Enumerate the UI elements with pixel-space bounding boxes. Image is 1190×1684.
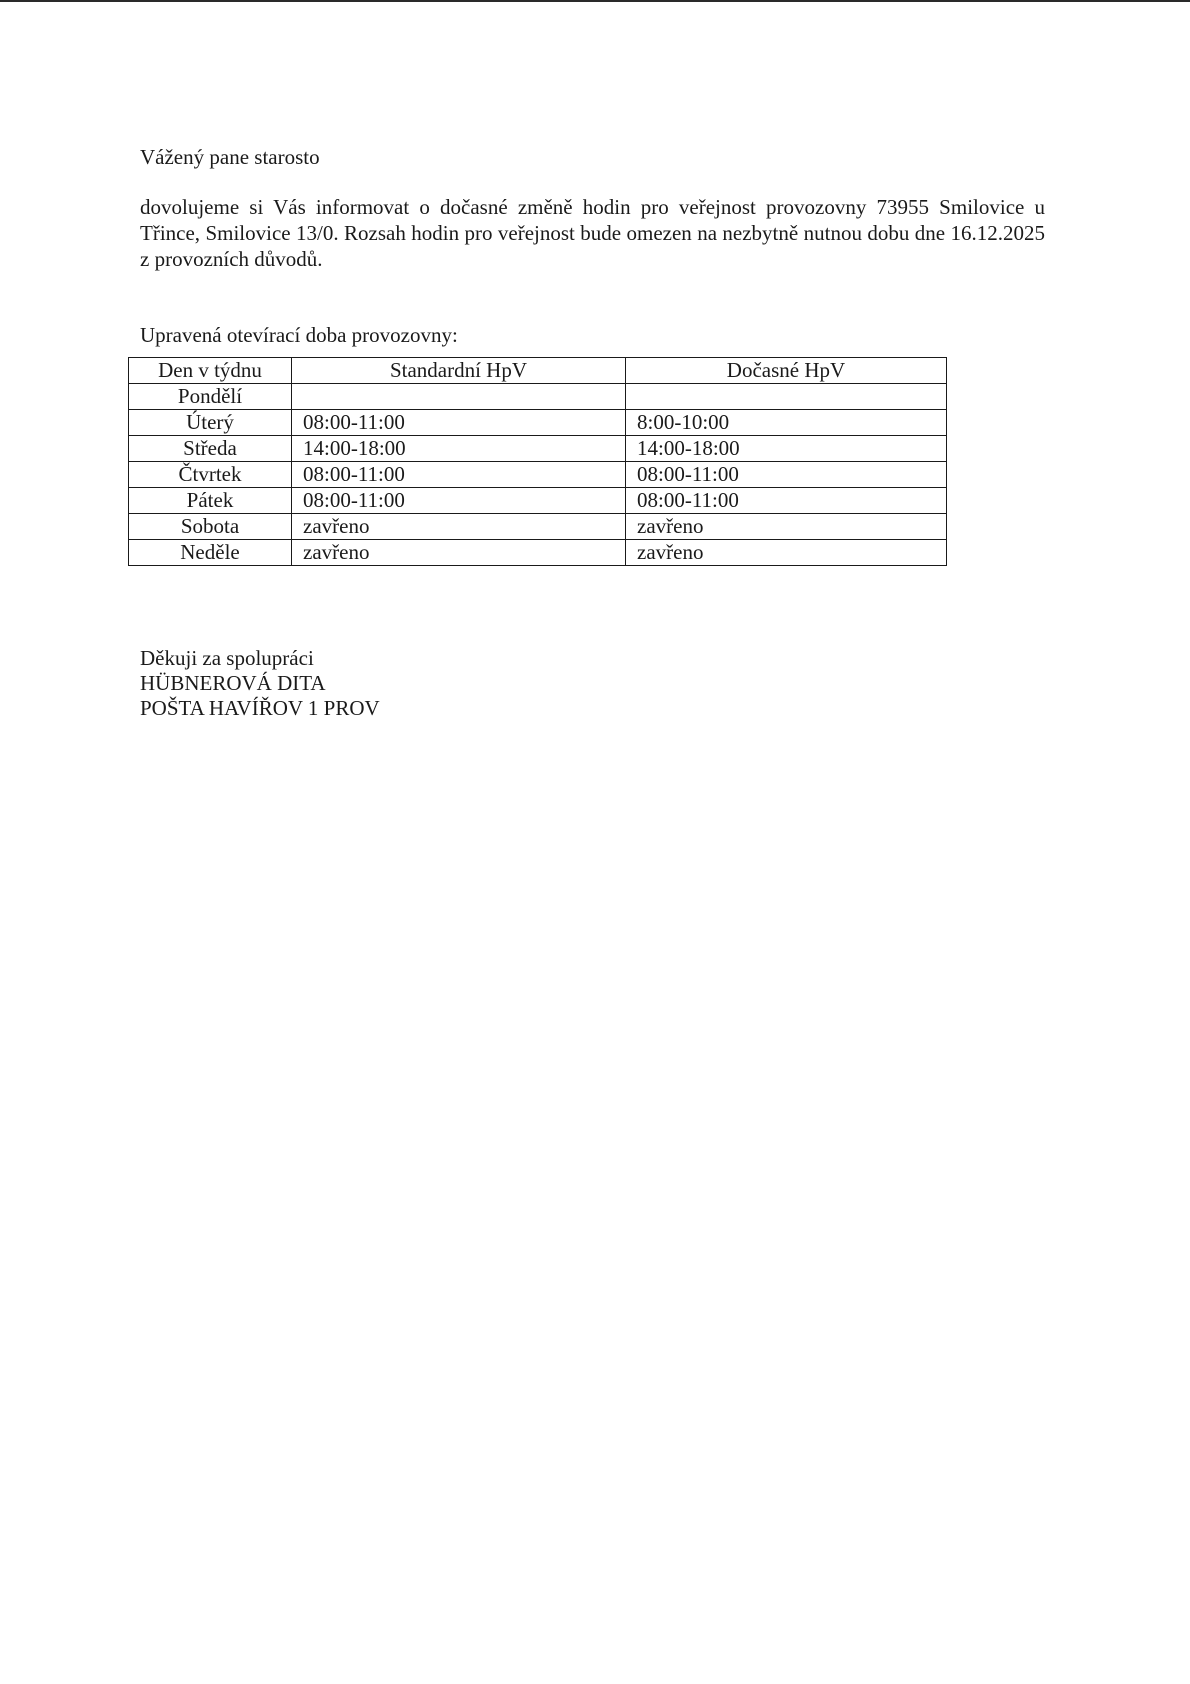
standard-hours-cell: zavřeno — [292, 540, 626, 566]
table-row — [129, 462, 947, 488]
table-row — [129, 436, 947, 462]
day-cell: Sobota — [129, 514, 292, 540]
table-header-row — [129, 358, 947, 384]
temporary-hours-cell: 14:00-18:00 — [626, 436, 947, 462]
standard-hours-cell: 14:00-18:00 — [292, 436, 626, 462]
day-cell: Čtvrtek — [129, 462, 292, 488]
standard-hours-cell — [292, 384, 626, 410]
sender-name: HÜBNEROVÁ DITA — [140, 671, 326, 695]
table-row — [129, 514, 947, 540]
closing-thanks: Děkuji za spolupráci — [140, 646, 314, 670]
body-paragraph: dovolujeme si Vás informovat o dočasné změně hodin pro veřejnost provozovny 73955 Smilovice u Třince, Smilovice 13/0. Rozsah hodin pro veřejnost bude omezen na nezbytně nutnou dobu dne 16.12.2025 z provozních důvodů. — [140, 195, 1045, 271]
day-cell: Úterý — [129, 410, 292, 436]
table-caption: Upravená otevírací doba provozovny: — [140, 323, 458, 347]
table-row — [129, 410, 947, 436]
day-cell: Pátek — [129, 488, 292, 514]
standard-hours-cell: 08:00-11:00 — [292, 462, 626, 488]
header-standard: Standardní HpV — [292, 358, 626, 384]
opening-hours-table — [128, 357, 947, 566]
temporary-hours-cell: zavřeno — [626, 514, 947, 540]
day-cell: Neděle — [129, 540, 292, 566]
standard-hours-cell: 08:00-11:00 — [292, 488, 626, 514]
temporary-hours-cell: 08:00-11:00 — [626, 488, 947, 514]
standard-hours-cell: zavřeno — [292, 514, 626, 540]
header-day: Den v týdnu — [129, 358, 292, 384]
temporary-hours-cell — [626, 384, 947, 410]
header-temporary: Dočasné HpV — [626, 358, 947, 384]
closing-block — [140, 646, 380, 721]
temporary-hours-cell: 08:00-11:00 — [626, 462, 947, 488]
table-row — [129, 488, 947, 514]
top-rule — [0, 0, 1190, 2]
day-cell: Pondělí — [129, 384, 292, 410]
table-row — [129, 540, 947, 566]
sender-office: POŠTA HAVÍŘOV 1 PROV — [140, 696, 380, 720]
day-cell: Středa — [129, 436, 292, 462]
temporary-hours-cell: zavřeno — [626, 540, 947, 566]
standard-hours-cell: 08:00-11:00 — [292, 410, 626, 436]
temporary-hours-cell: 8:00-10:00 — [626, 410, 947, 436]
table-row — [129, 384, 947, 410]
salutation: Vážený pane starosto — [140, 145, 320, 169]
